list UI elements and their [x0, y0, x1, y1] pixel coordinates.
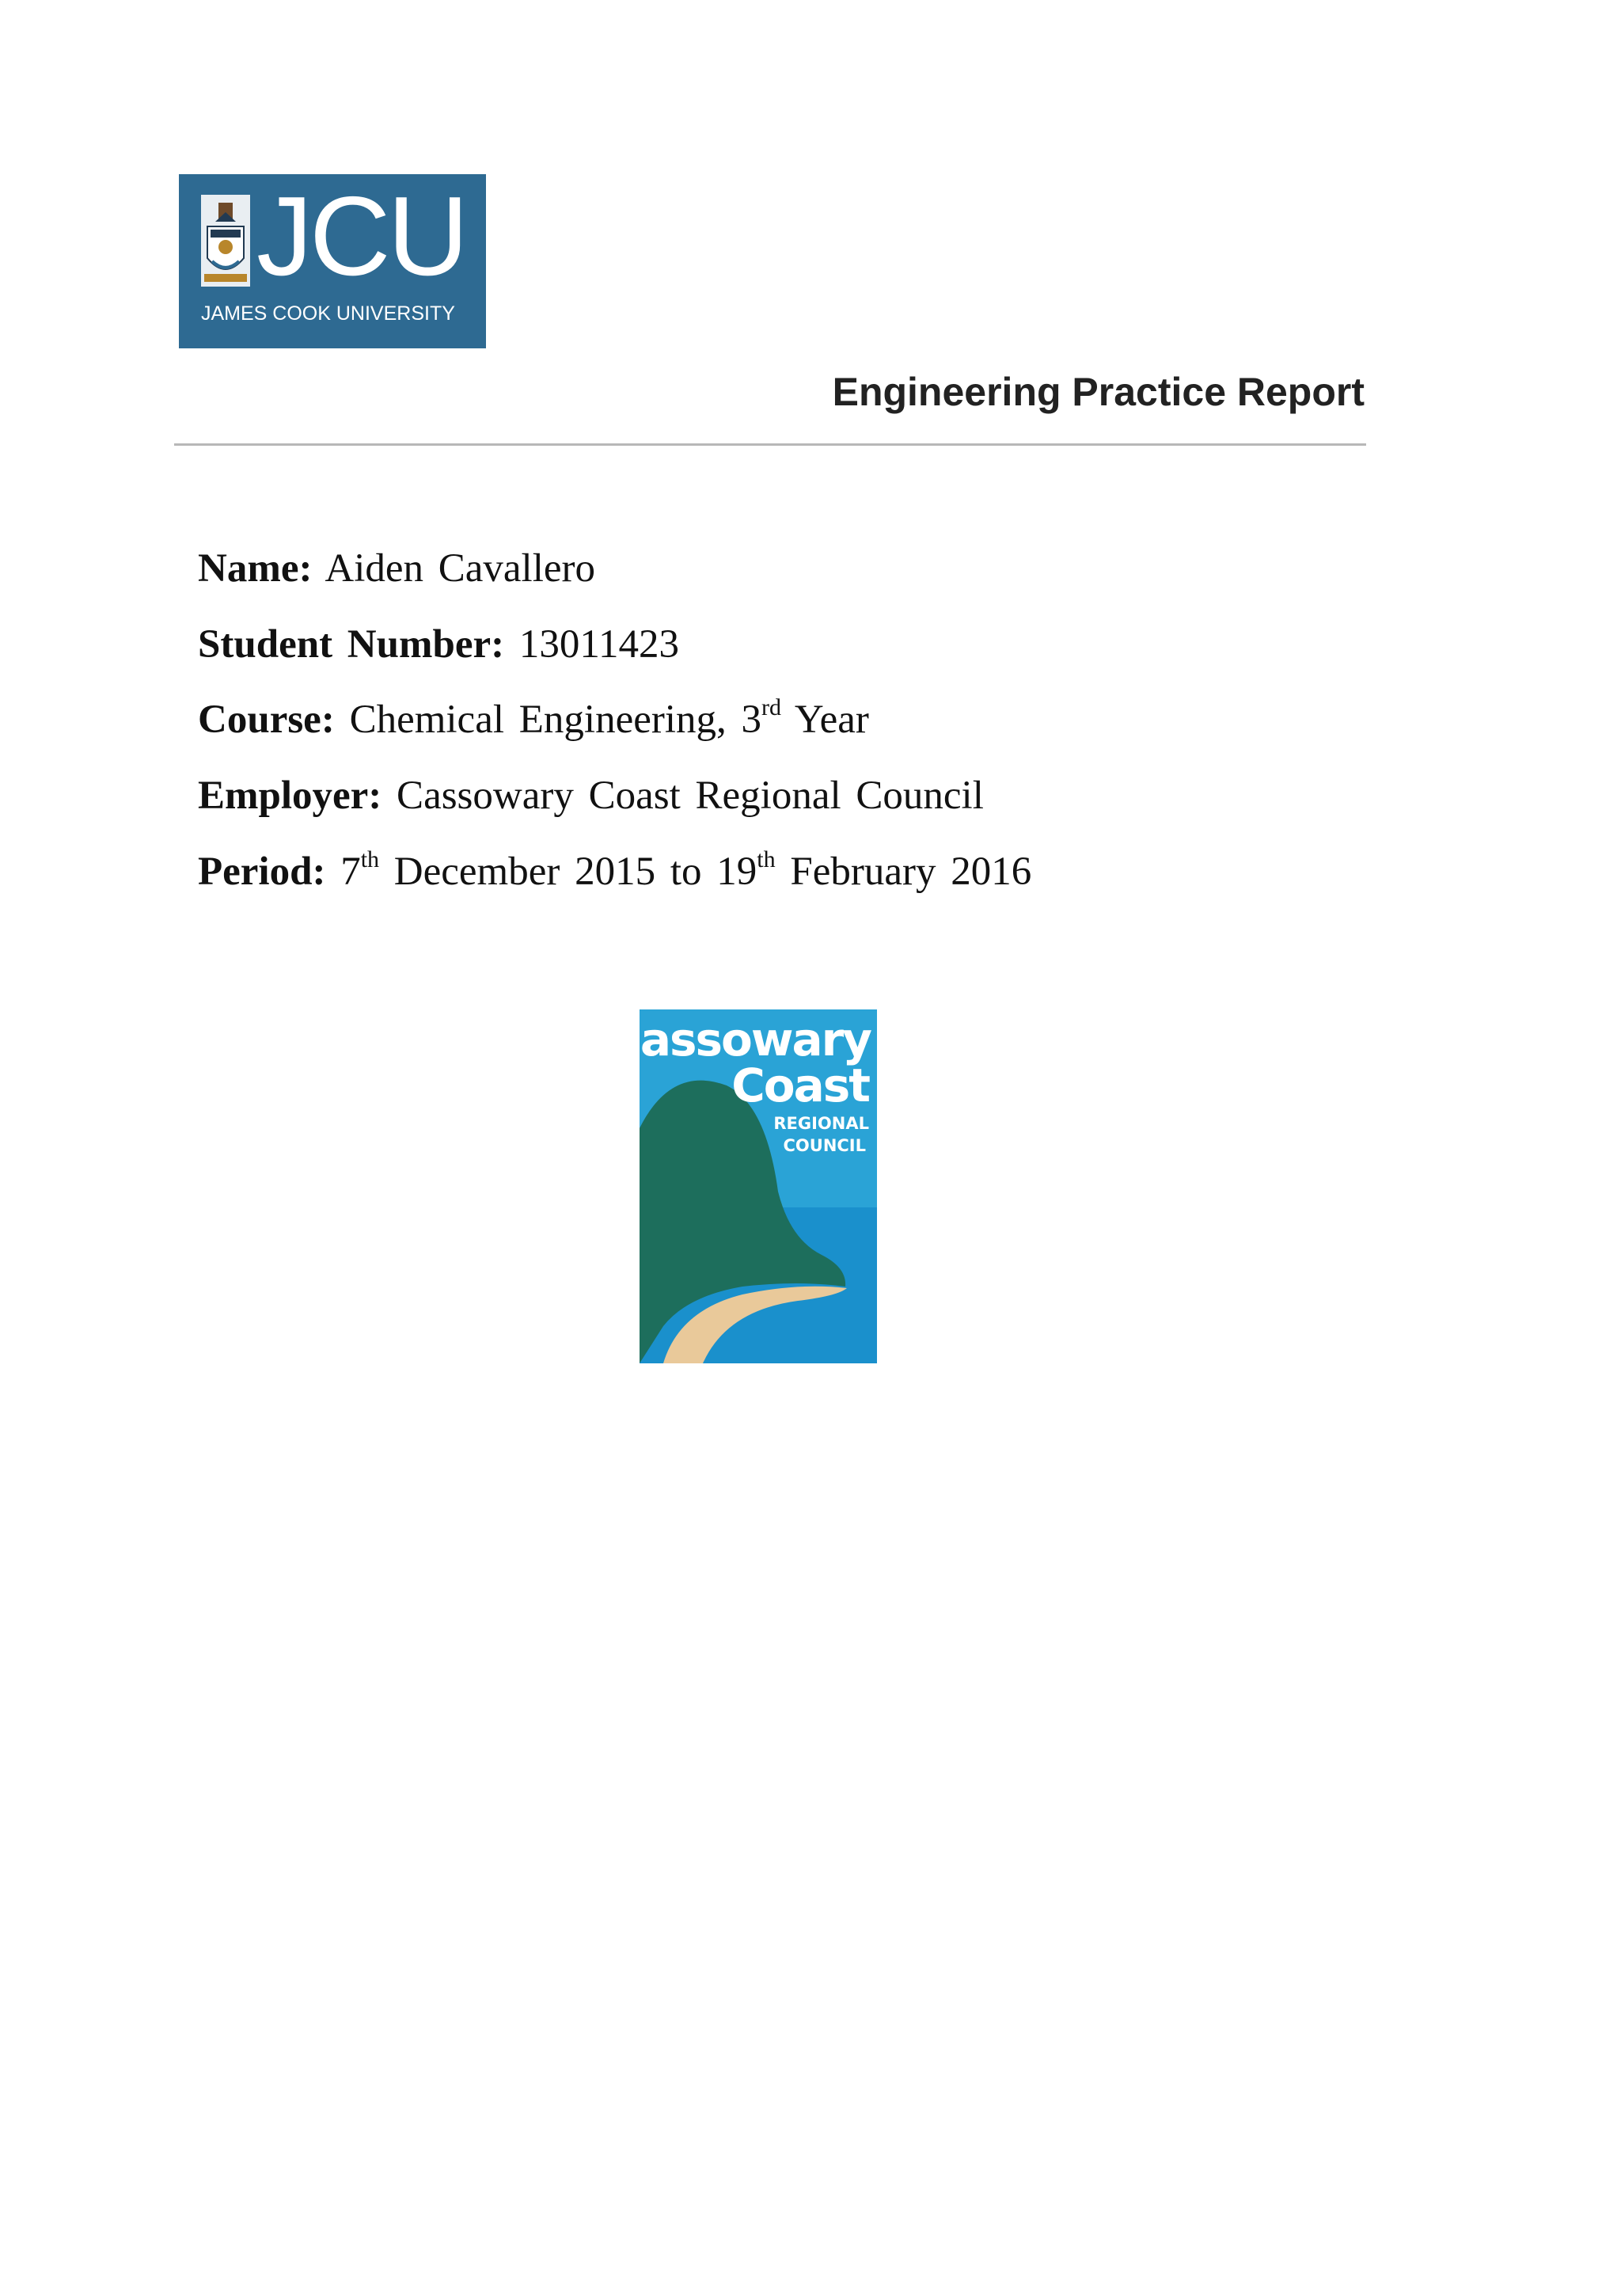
- student-number-line: [198, 621, 679, 668]
- period-line: [198, 848, 1031, 895]
- student-number-label: Student Number:: [198, 622, 505, 667]
- cassowary-coast-logo: [608, 1009, 877, 1363]
- period-end: February 2016: [775, 850, 1032, 894]
- period-label: Period:: [198, 850, 326, 894]
- header-divider: [174, 443, 1366, 446]
- student-number-value: 13011423: [518, 622, 679, 667]
- report-title: Engineering Practice Report: [832, 370, 1365, 414]
- period-end-ordinal: th: [757, 846, 776, 872]
- jcu-logo: [179, 174, 486, 348]
- ccrc-line-1: Cassowary: [608, 1013, 871, 1066]
- course-line: [198, 696, 869, 743]
- period-start-ordinal: th: [360, 846, 380, 872]
- period-middle: December 2015 to 19: [379, 850, 757, 894]
- period-value: [340, 846, 1032, 894]
- employer-line: [198, 772, 984, 819]
- ccrc-line-4: COUNCIL: [783, 1136, 866, 1155]
- name-value: Aiden Cavallero: [325, 546, 596, 591]
- name-line: [198, 545, 595, 592]
- period-start-day: 7: [340, 850, 361, 894]
- course-value-main: Chemical Engineering, 3: [349, 698, 761, 742]
- course-label: Course:: [198, 698, 335, 742]
- ccrc-line-2: Coast: [731, 1059, 869, 1112]
- jcu-wordmark: JCU: [256, 173, 466, 299]
- course-value: [349, 694, 869, 742]
- name-label: Name:: [198, 546, 313, 591]
- ccrc-line-3: REGIONAL: [773, 1114, 869, 1133]
- employer-value: Cassowary Coast Regional Council: [397, 774, 984, 818]
- jcu-crest-icon: [201, 195, 250, 287]
- employer-label: Employer:: [198, 774, 382, 818]
- course-value-year: Year: [781, 698, 869, 742]
- course-ordinal: rd: [761, 694, 781, 720]
- jcu-subtitle: JAMES COOK UNIVERSITY: [201, 302, 455, 325]
